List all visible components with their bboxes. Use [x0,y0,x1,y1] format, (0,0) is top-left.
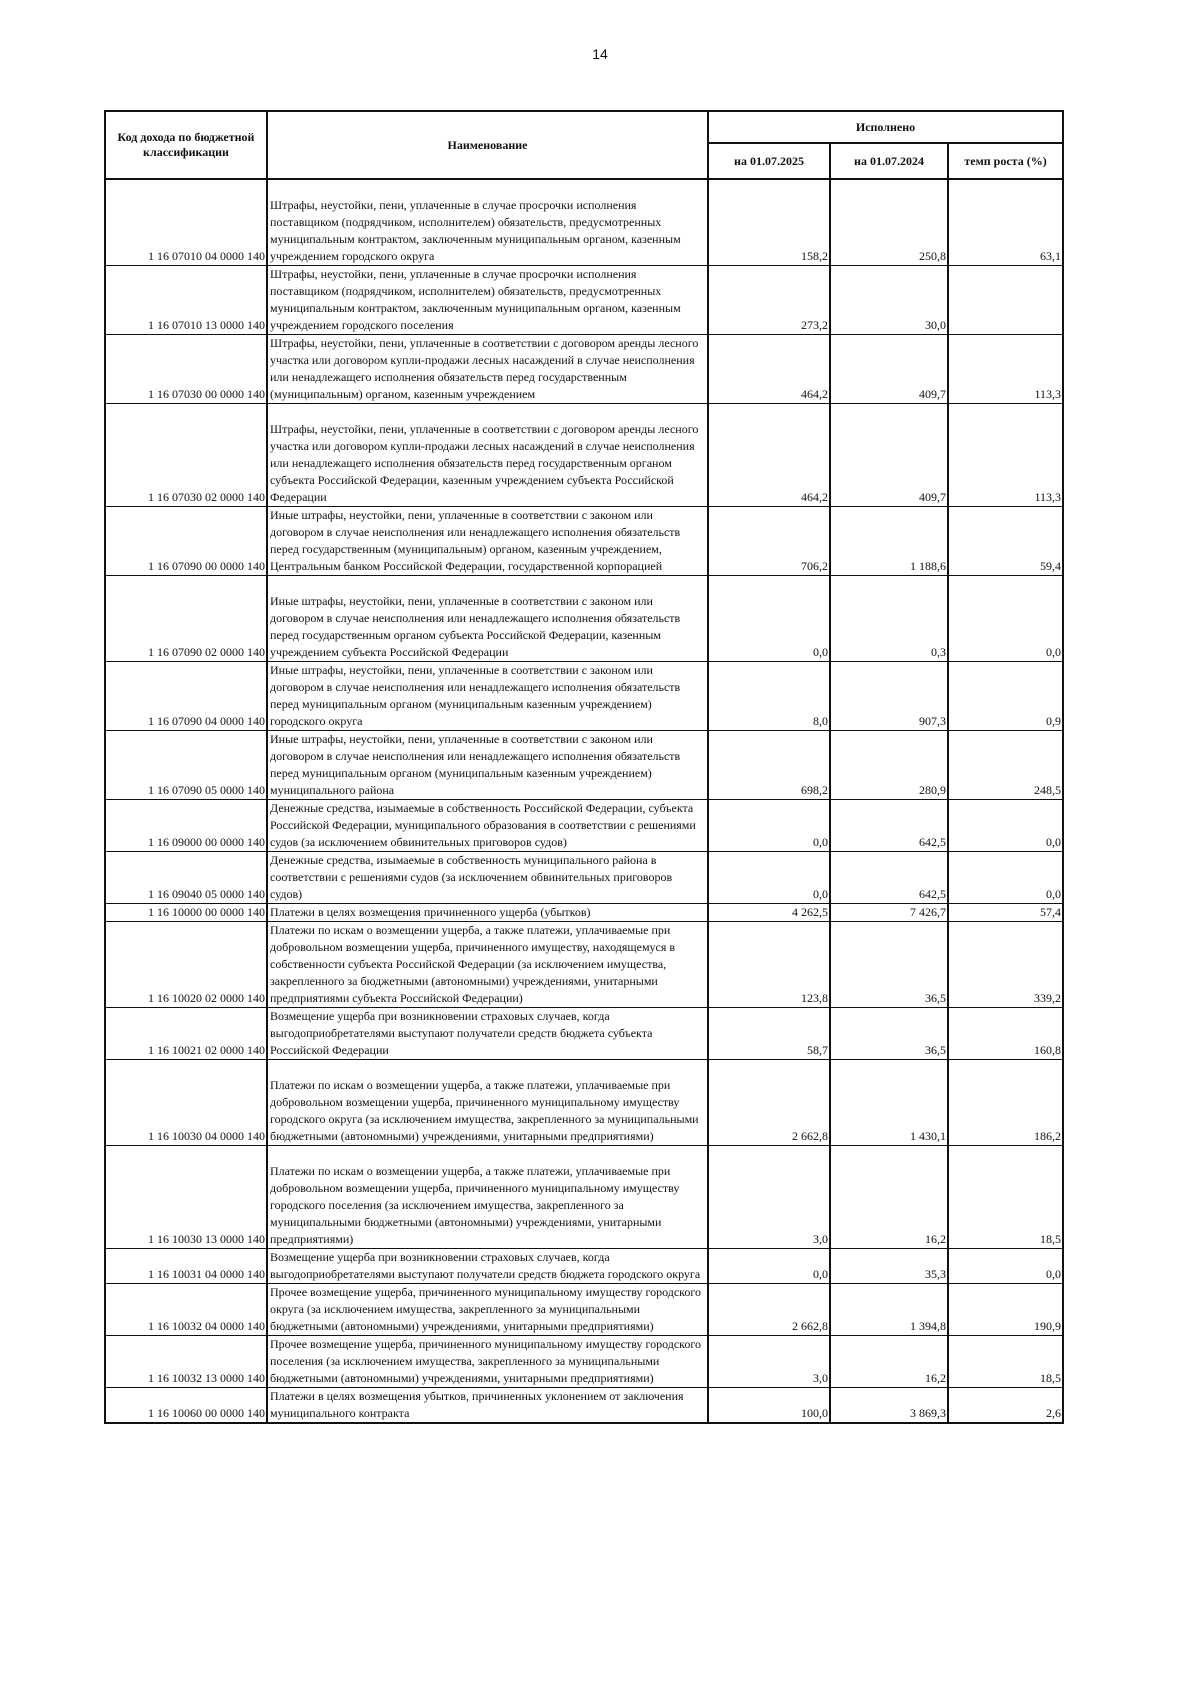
row-value-2025: 464,2 [708,404,830,507]
row-name [267,1146,708,1249]
row-value-2025: 2 662,8 [708,1284,830,1336]
row-value-2024: 35,3 [830,1249,948,1284]
row-name-text: Штрафы, неустойки, пени, уплаченные в соответствии с договором аренды лесного участка или договором купли-продажи лесных насаждений в случае неисполнения или ненадлежащего исполнения обязательств перед государственным органом субъекта Российской Федерации, казенным учреждением субъекта Российской Федерации [270,422,699,504]
header-executed: Исполнено [708,111,1063,143]
row-value-2024: 1 430,1 [830,1060,948,1146]
row-code: 1 16 10030 13 0000 140 [105,1146,267,1249]
row-growth: 160,8 [948,1008,1063,1060]
row-name [267,576,708,662]
row-growth [948,266,1063,335]
row-name: Платежи в целях возмещения причиненного ущерба (убытков) [267,904,708,922]
row-name: Платежи по искам о возмещении ущерба, а также платежи, уплачиваемые при добровольном возмещении ущерба, причиненного имуществу, находящемуся в собственности субъекта Российской Федерации (за исключением имущества, закрепленного за бюджетными (автономными) учреждениями, унитарными предприятиями субъекта Российской Федерации) [267,922,708,1008]
row-growth: 18,5 [948,1336,1063,1388]
row-code: 1 16 10031 04 0000 140 [105,1249,267,1284]
row-value-2024: 907,3 [830,662,948,731]
row-growth: 113,3 [948,335,1063,404]
row-code: 1 16 10021 02 0000 140 [105,1008,267,1060]
row-code: 1 16 09040 05 0000 140 [105,852,267,904]
row-value-2024: 642,5 [830,852,948,904]
row-growth: 57,4 [948,904,1063,922]
row-growth: 0,0 [948,800,1063,852]
row-growth: 63,1 [948,179,1063,266]
row-value-2024: 30,0 [830,266,948,335]
table-row [105,922,1063,1008]
row-name-text: Платежи по искам о возмещении ущерба, а также платежи, уплачиваемые при добровольном возмещении ущерба, причиненного муниципальному имуществу городского округа (за исключением имущества, закрепленного за муниципальными бюджетными (автономными) учреждениями, унитарными предприятиями) [270,1078,699,1143]
row-value-2024: 409,7 [830,404,948,507]
row-code: 1 16 10030 04 0000 140 [105,1060,267,1146]
row-value-2025: 706,2 [708,507,830,576]
table-row [105,904,1063,922]
row-name: Возмещение ущерба при возникновении страховых случаев, когда выгодоприобретателями выступают получатели средств бюджета городского округа [267,1249,708,1284]
row-growth: 248,5 [948,731,1063,800]
row-value-2025: 3,0 [708,1146,830,1249]
row-value-2024: 0,3 [830,576,948,662]
row-code: 1 16 10032 04 0000 140 [105,1284,267,1336]
row-code: 1 16 07010 13 0000 140 [105,266,267,335]
row-value-2024: 1 394,8 [830,1284,948,1336]
row-name: Иные штрафы, неустойки, пени, уплаченные в соответствии с законом или договором в случае неисполнения или ненадлежащего исполнения обязательств перед муниципальным органом (муниципальным казенным учреждением) городского округа [267,662,708,731]
row-value-2024: 3 869,3 [830,1388,948,1424]
row-value-2025: 0,0 [708,576,830,662]
table-row [105,731,1063,800]
table-row [105,266,1063,335]
row-name: Прочее возмещение ущерба, причиненного муниципальному имуществу городского округа (за исключением имущества, закрепленного за муниципальными бюджетными (автономными) учреждениями, унитарными предприятиями) [267,1284,708,1336]
row-name: Возмещение ущерба при возникновении страховых случаев, когда выгодоприобретателями выступают получатели средств бюджета субъекта Российской Федерации [267,1008,708,1060]
row-name: Прочее возмещение ущерба, причиненного муниципальному имуществу городского поселения (за исключением имущества, закрепленного за муниципальными бюджетными (автономными) учреждениями, унитарными предприятиями) [267,1336,708,1388]
row-code: 1 16 10032 13 0000 140 [105,1336,267,1388]
row-growth: 0,0 [948,1249,1063,1284]
row-name: Иные штрафы, неустойки, пени, уплаченные в соответствии с законом или договором в случае неисполнения или ненадлежащего исполнения обязательств перед муниципальным органом (муниципальным казенным учреждением) муниципального района [267,731,708,800]
table-row [105,852,1063,904]
row-value-2024: 409,7 [830,335,948,404]
table-row [105,404,1063,507]
row-value-2024: 7 426,7 [830,904,948,922]
row-code: 1 16 07030 02 0000 140 [105,404,267,507]
row-name: Платежи в целях возмещения убытков, причиненных уклонением от заключения муниципального контракта [267,1388,708,1424]
table-row [105,1249,1063,1284]
table-row [105,1388,1063,1424]
row-code: 1 16 07010 04 0000 140 [105,179,267,266]
row-code: 1 16 07090 02 0000 140 [105,576,267,662]
row-growth: 186,2 [948,1060,1063,1146]
row-growth: 0,0 [948,852,1063,904]
row-name-text: Штрафы, неустойки, пени, уплаченные в случае просрочки исполнения поставщиком (подрядчиком, исполнителем) обязательств, предусмотренных муниципальным контрактом, заключенным муниципальным органом, казенным учреждением городского округа [270,198,681,263]
row-value-2024: 280,9 [830,731,948,800]
row-value-2025: 0,0 [708,800,830,852]
table-row [105,507,1063,576]
row-growth: 2,6 [948,1388,1063,1424]
table-row [105,1284,1063,1336]
row-value-2025: 464,2 [708,335,830,404]
row-growth: 0,0 [948,576,1063,662]
page-number: 14 [592,46,608,62]
row-value-2025: 58,7 [708,1008,830,1060]
row-name-text: Платежи по искам о возмещении ущерба, а также платежи, уплачиваемые при добровольном возмещении ущерба, причиненного муниципальному имуществу городского поселения (за исключением имущества, закрепленного за муниципальными бюджетными (автономными) учреждениями, унитарными предприятиями) [270,1164,680,1246]
row-code: 1 16 10060 00 0000 140 [105,1388,267,1424]
row-name: Иные штрафы, неустойки, пени, уплаченные в соответствии с законом или договором в случае неисполнения или ненадлежащего исполнения обязательств перед государственным (муниципальным) органом, казенным учреждением, Центральным банком Российской Федерации, государственной корпорацией [267,507,708,576]
row-value-2024: 1 188,6 [830,507,948,576]
row-name: Денежные средства, изымаемые в собственность муниципального района в соответствии с решениями судов (за исключением обвинительных приговоров судов) [267,852,708,904]
table-row [105,800,1063,852]
row-growth: 339,2 [948,922,1063,1008]
row-value-2025: 698,2 [708,731,830,800]
table-row [105,1060,1063,1146]
table-row [105,1146,1063,1249]
row-growth: 190,9 [948,1284,1063,1336]
row-code: 1 16 07090 04 0000 140 [105,662,267,731]
table-row [105,179,1063,266]
header-2024: на 01.07.2024 [830,143,948,179]
table-row [105,1336,1063,1388]
row-code: 1 16 07030 00 0000 140 [105,335,267,404]
row-growth: 0,9 [948,662,1063,731]
revenue-table [104,110,1064,1424]
row-value-2025: 0,0 [708,1249,830,1284]
header-code: Код дохода по бюджетной классификации [105,111,267,179]
table-row [105,1008,1063,1060]
row-value-2025: 0,0 [708,852,830,904]
row-value-2025: 8,0 [708,662,830,731]
row-value-2025: 2 662,8 [708,1060,830,1146]
header-2025: на 01.07.2025 [708,143,830,179]
row-name [267,1060,708,1146]
header-growth: темп роста (%) [948,143,1063,179]
row-name [267,179,708,266]
row-code: 1 16 10000 00 0000 140 [105,904,267,922]
row-name: Штрафы, неустойки, пени, уплаченные в случае просрочки исполнения поставщиком (подрядчиком, исполнителем) обязательств, предусмотренных муниципальным контрактом, заключенным муниципальным органом, казенным учреждением городского поселения [267,266,708,335]
table-row [105,576,1063,662]
row-value-2025: 158,2 [708,179,830,266]
row-code: 1 16 09000 00 0000 140 [105,800,267,852]
row-name: Штрафы, неустойки, пени, уплаченные в соответствии с договором аренды лесного участка или договором купли-продажи лесных насаждений в случае неисполнения или ненадлежащего исполнения обязательств перед государственным (муниципальным) органом, казенным учреждением [267,335,708,404]
row-value-2025: 3,0 [708,1336,830,1388]
row-name [267,404,708,507]
row-value-2025: 4 262,5 [708,904,830,922]
table-row [105,335,1063,404]
row-name: Денежные средства, изымаемые в собственность Российской Федерации, субъекта Российской Федерации, муниципального образования в соответствии с решениями судов (за исключением обвинительных приговоров судов) [267,800,708,852]
header-name: Наименование [267,111,708,179]
row-code: 1 16 07090 05 0000 140 [105,731,267,800]
row-value-2024: 16,2 [830,1146,948,1249]
row-value-2024: 16,2 [830,1336,948,1388]
table-row [105,662,1063,731]
header-row [105,111,1063,143]
row-name-text: Иные штрафы, неустойки, пени, уплаченные в соответствии с законом или договором в случае неисполнения или ненадлежащего исполнения обязательств перед государственным органом субъекта Российской Федерации, казенным учреждением субъекта Российской Федерации [270,594,681,659]
row-code: 1 16 07090 00 0000 140 [105,507,267,576]
row-value-2024: 36,5 [830,922,948,1008]
row-code: 1 16 10020 02 0000 140 [105,922,267,1008]
row-value-2025: 123,8 [708,922,830,1008]
row-value-2025: 100,0 [708,1388,830,1424]
row-value-2024: 36,5 [830,1008,948,1060]
row-growth: 113,3 [948,404,1063,507]
row-growth: 59,4 [948,507,1063,576]
row-value-2025: 273,2 [708,266,830,335]
row-value-2024: 642,5 [830,800,948,852]
row-growth: 18,5 [948,1146,1063,1249]
row-value-2024: 250,8 [830,179,948,266]
